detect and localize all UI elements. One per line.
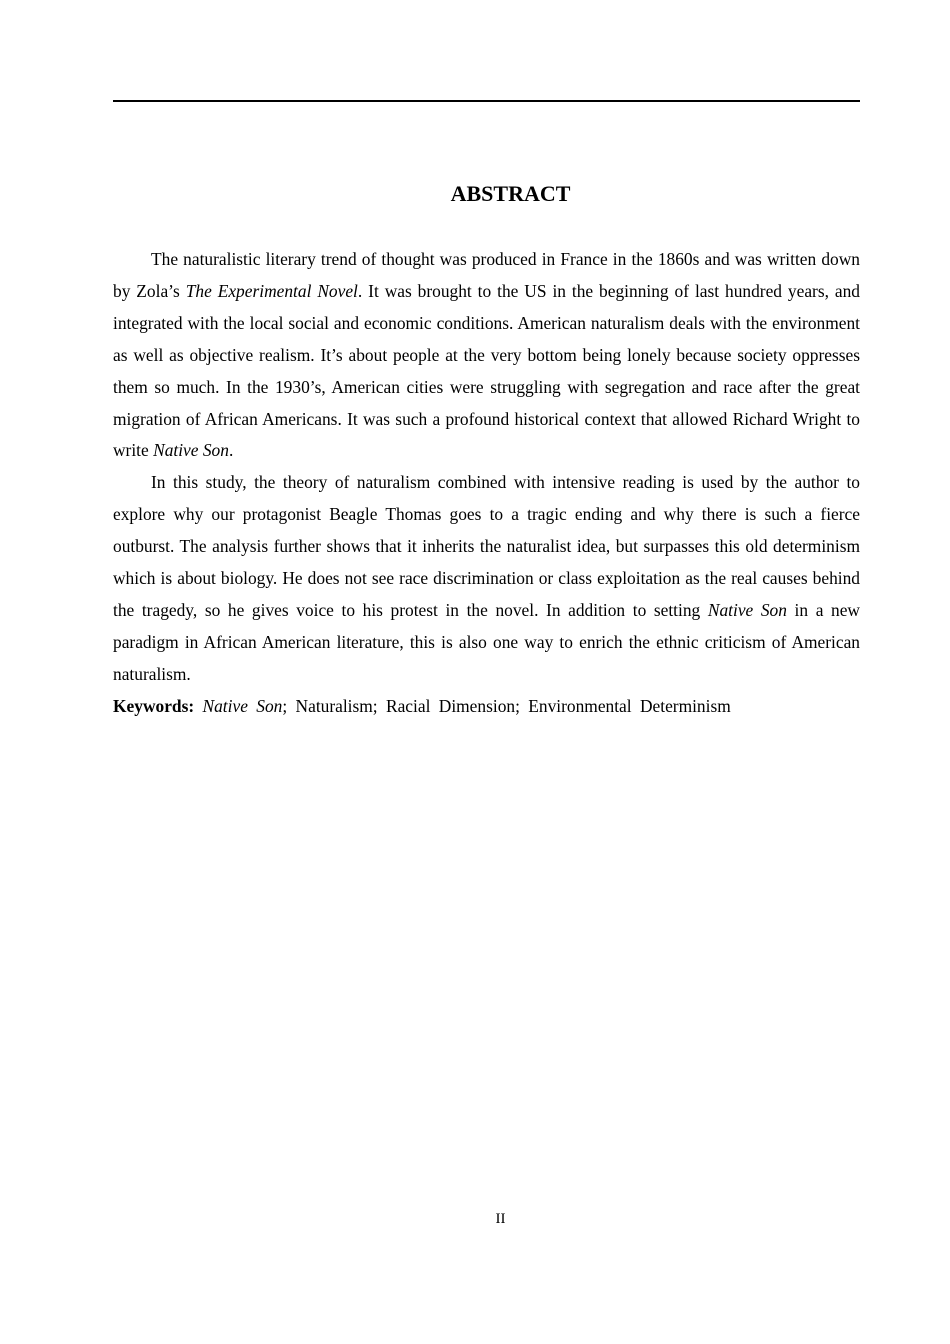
abstract-paragraph-1 [113,244,860,467]
paragraph-2-text-b: in a new paradigm in African American literature, this is also one way to enrich the ethnic criticism of American naturalism. [113,599,860,684]
page-number: II [495,1211,506,1227]
keywords-list: ; Naturalism; Racial Dimension; Environmental Determinism [282,695,731,716]
page-title: ABSTRACT [450,181,571,206]
paragraph-1-text-c: . [228,440,234,461]
keywords-label: Keywords: [113,695,195,716]
abstract-paragraph-2 [113,467,860,690]
paragraph-1-text-b: . It was brought to the US in the beginning of last hundred years, and integrated with the local social and economic conditions. American naturalism deals with the environment as well as objective realism. It’s about people at the very bottom being lonely because society oppresses them so much. In the 1930’s, American cities were struggling with segregation and race after the great migration of African Americans. It was such a profound historical context that allowed Richard Wright to write [113,280,860,461]
paragraph-1-text-a: The naturalistic literary trend of thought was produced in France in the 1860s and was written down by Zola’s [113,249,860,301]
book-title-native-son: Native Son [153,440,229,461]
keywords-line [113,691,860,723]
book-title-experimental-novel: The Experimental Novel [185,280,358,301]
abstract-body [113,244,860,723]
book-title-native-son: Native Son [707,599,787,620]
keyword-native-son: Native Son [202,695,283,716]
header-rule [113,100,860,102]
paragraph-2-text-a: In this study, the theory of naturalism combined with intensive reading is used by the author to explore why our protagonist Beagle Thomas goes to a tragic ending and why there is such a fierce outburst. The analysis further shows that it inherits the naturalist idea, but surpasses this old determinism which is about biology. He does not see race discrimination or class exploitation as the real causes behind the tragedy, so he gives voice to his protest in the novel. In addition to setting [113,472,860,620]
